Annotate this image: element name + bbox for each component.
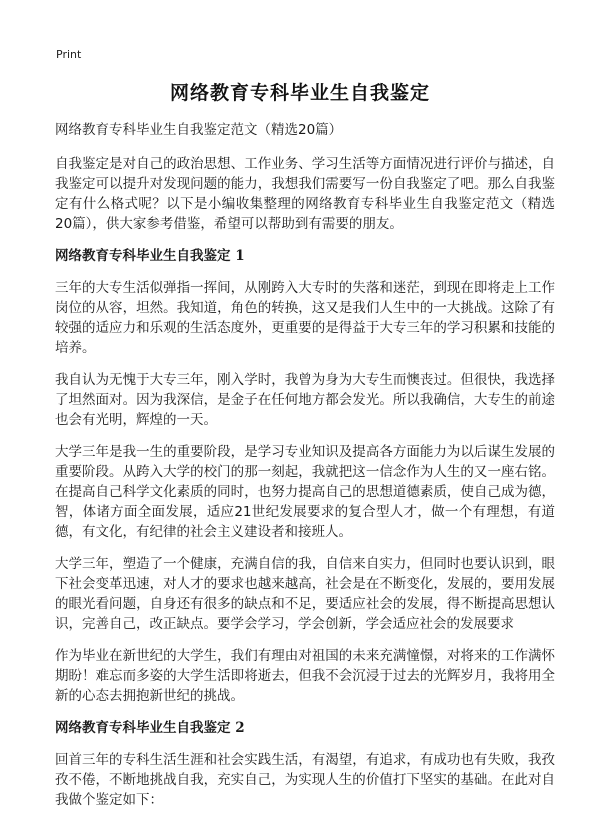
document-body (55, 120, 555, 822)
section-1-paragraph-5: 作为毕业在新世纪的大学生，我们有理由对祖国的未来充满憧憬，对将来的工作满怀期盼！难忘而多姿的大学生活即将逝去，但我不会沉浸于过去的光辉岁月，我将用全新的心态去拥抱新世纪的挑战。 (55, 648, 555, 704)
section-2-paragraph-1: 回首三年的专科生活生涯和社会实践生活，有渴望，有追求，有成功也有失败，我孜孜不倦，不断地挑战自我，充实自己，为实现人生的价值打下坚实的基础。在此对自我做个鉴定如下： (55, 752, 555, 808)
document-subtitle: 网络教育专科毕业生自我鉴定范文（精选20篇） (55, 122, 343, 138)
section-1-paragraph-2: 我自认为无愧于大专三年，刚入学时，我曾为身为大专生而懊丧过。但很快，我选择了坦然面对。因为我深信，是金子在任何地方都会发光。所以我确信，大专生的前途也会有光明，辉煌的一天。 (55, 372, 555, 428)
section-1-paragraph-4: 大学三年，塑造了一个健康，充满自信的我，自信来自实力，但同时也要认识到，眼下社会变革迅速，对人才的要求也越来越高，社会是在不断变化，发展的，要用发展的眼光看问题，自身还有很多的缺点和不足，要适应社会的发展，得不断提高思想认识，完善自己，改正缺点。要学会学习，学会创新，学会适应社会的发展要求 (55, 556, 555, 632)
section-1-paragraph-1: 三年的大专生活似弹指一挥间，从刚跨入大专时的失落和迷茫，到现在即将走上工作岗位的从容，坦然。我知道，角色的转换，这又是我们人生中的一大挑战。这除了有较强的适应力和乐观的生活态度外，更重要的是得益于大专三年的学习积累和技能的培养。 (55, 280, 555, 356)
section-1-paragraph-3: 大学三年是我一生的重要阶段，是学习专业知识及提高各方面能力为以后谋生发展的 重要阶段。从跨入大学的校门的那一刻起，我就把这一信念作为人生的又一座右铭。在提高自己科学文化素质的同时，也努力提高自己的思想道德素质，使自己成为德，智，体诸方面全面发展，适应21世纪发展要求的复合型人才，做一个有理想，有道德，有文化，有纪律的社会主义建设者和接班人。 (55, 444, 555, 540)
intro-paragraph: 自我鉴定是对自己的政治思想、工作业务、学习生活等方面情况进行评价与描述，自我鉴定可以提升对发现问题的能力，我想我们需要写一份自我鉴定了吧。那么自我鉴定有什么格式呢？以下是小编收集整理的网络教育专科毕业生自我鉴定范文（精选20篇），供大家参考借鉴，希望可以帮助到有需要的朋友。 (55, 156, 555, 232)
section-heading-1: 网络教育专科毕业生自我鉴定 1 (55, 248, 245, 264)
print-link[interactable]: Print (56, 48, 82, 61)
section-heading-2: 网络教育专科毕业生自我鉴定 2 (55, 720, 245, 736)
page-title: 网络教育专科毕业生自我鉴定 (169, 82, 430, 104)
